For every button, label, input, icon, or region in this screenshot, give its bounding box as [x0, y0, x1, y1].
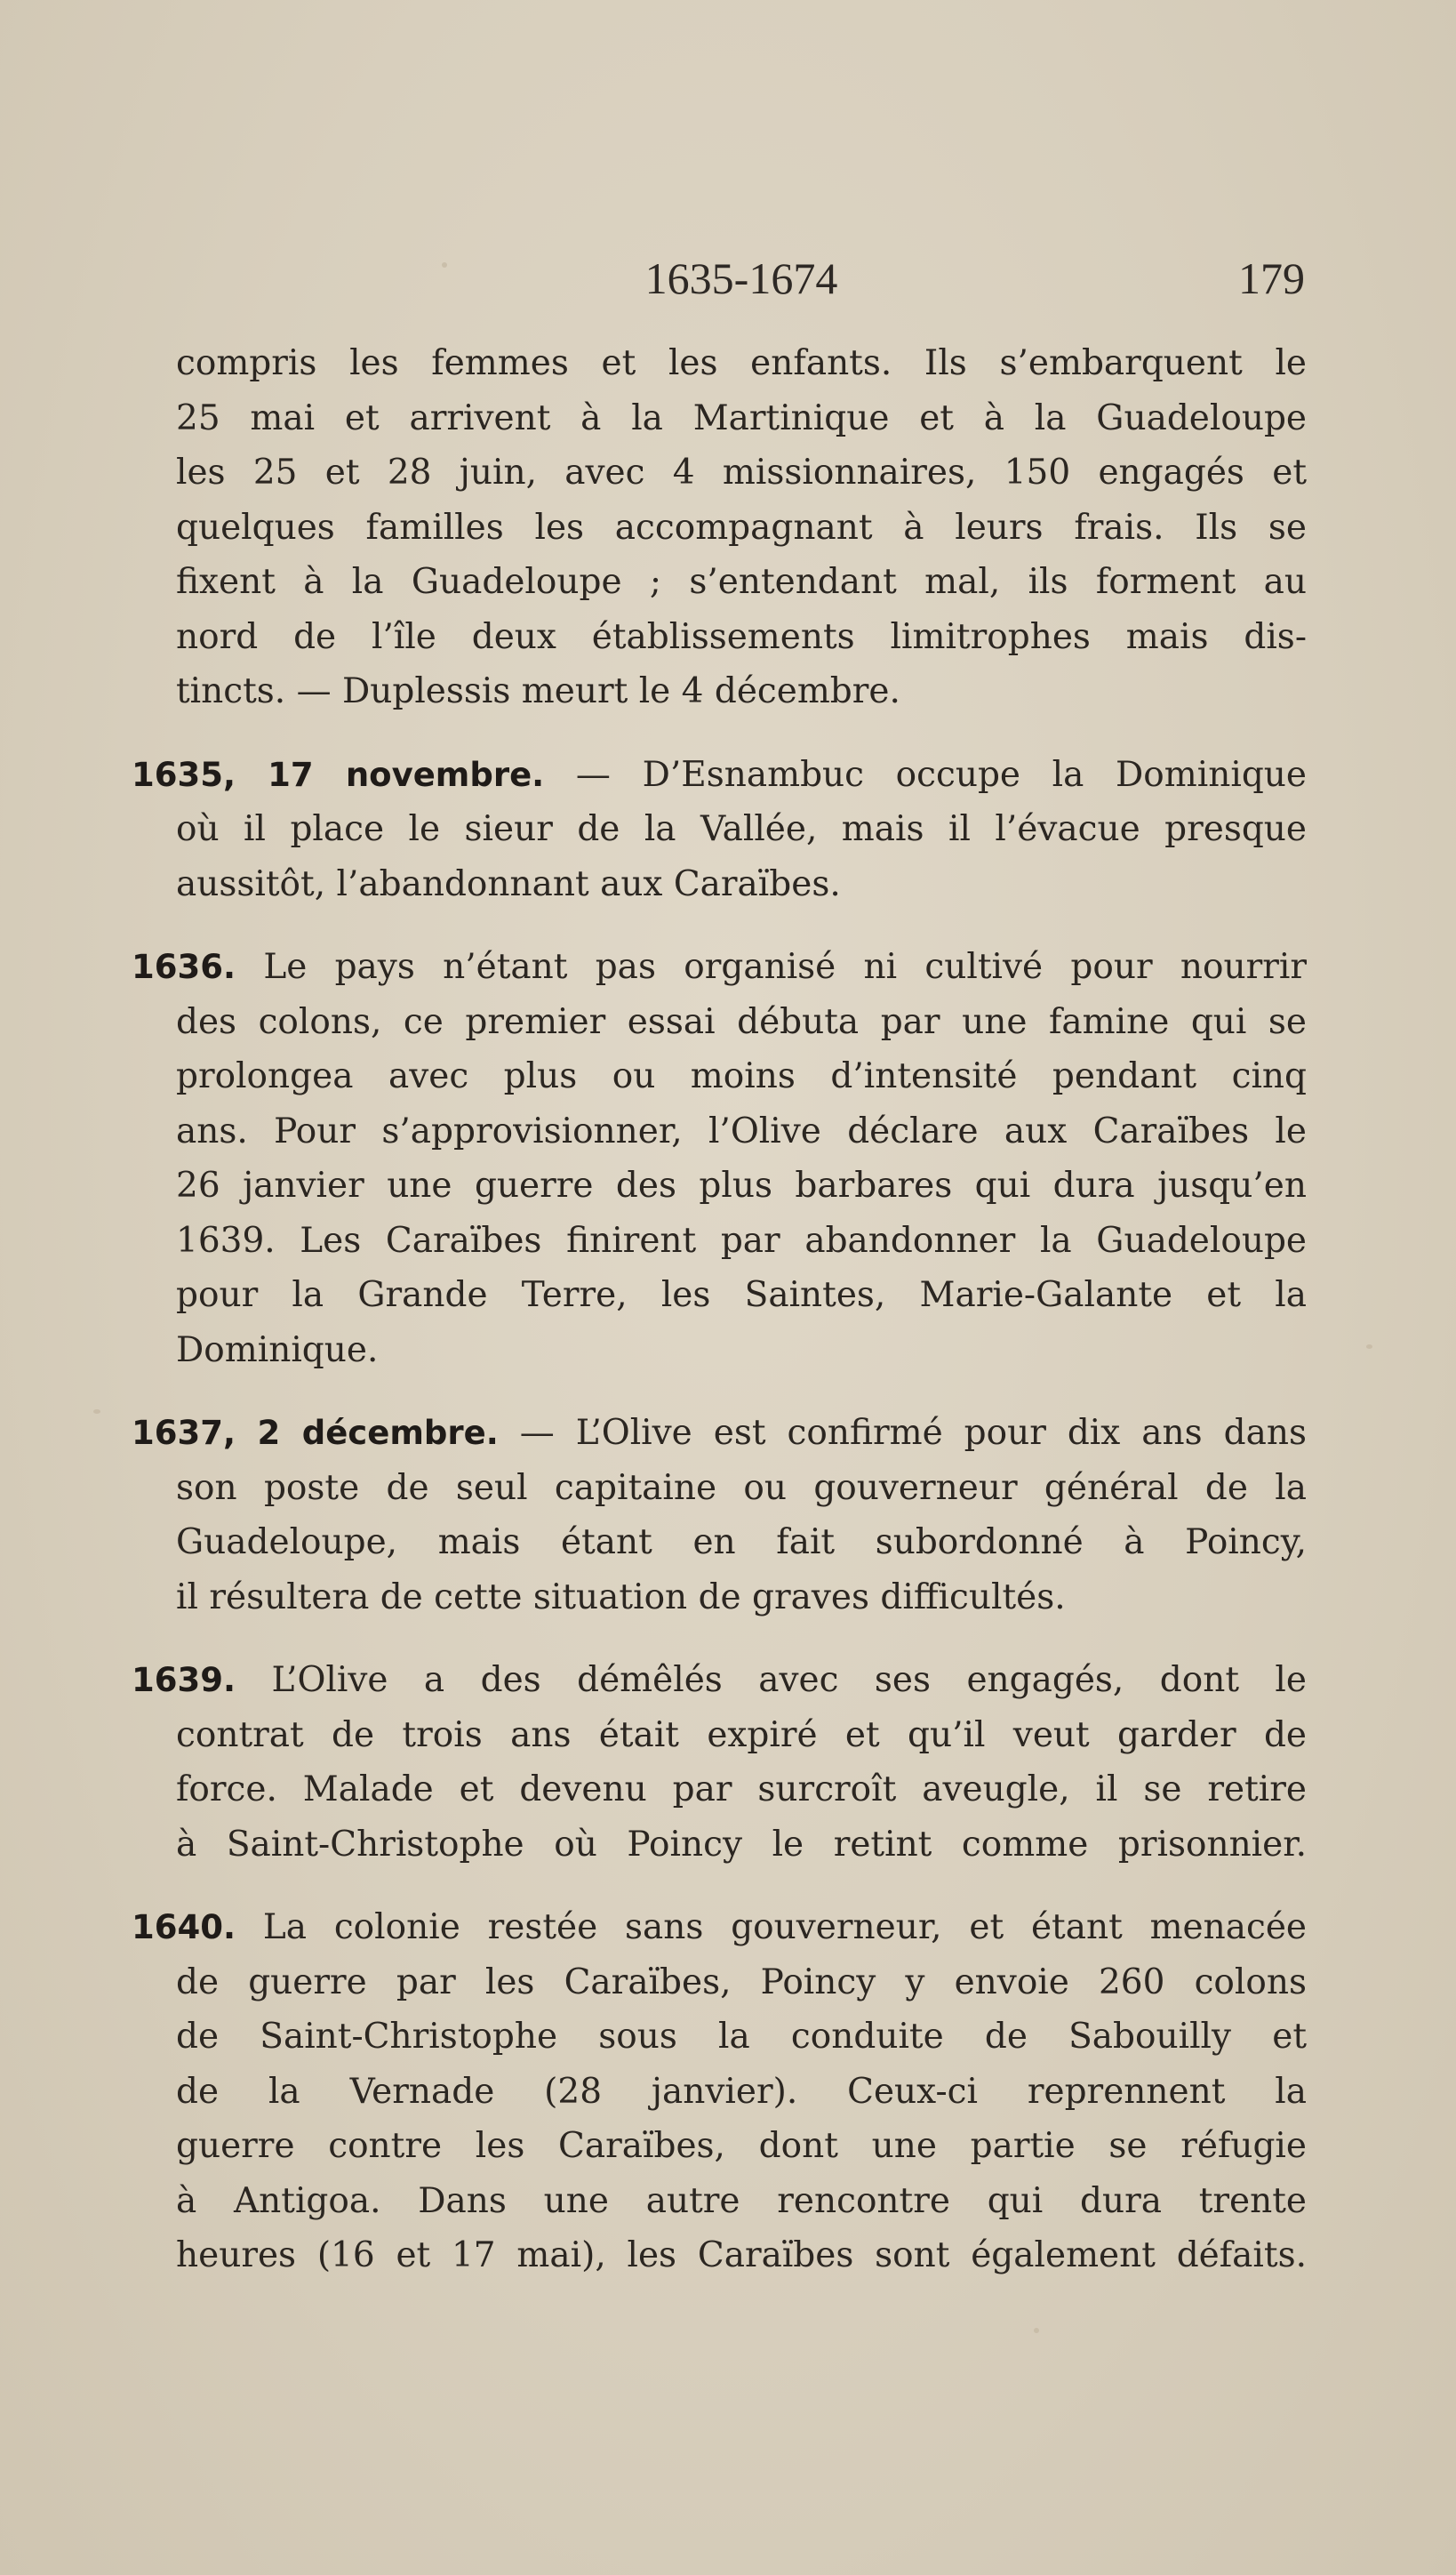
running-head-title: 1635-1674 [644, 253, 838, 303]
text-line: les 25 et 28 juin, avec 4 missionnaires, 150 engagés et [176, 453, 1307, 493]
entry-text: L’Olive a des démêlés avec ses engagés, dont le [271, 1660, 1307, 1700]
chronology-entry-1637 [132, 1406, 1307, 1624]
text-line: où il place le sieur de la Vallée, mais il l’évacue presque [176, 809, 1307, 849]
text-line: à Antigoa. Dans une autre rencontre qui dura trente [176, 2180, 1307, 2221]
text-line: nord de l’île deux établissements limitrophes mais dis- [176, 616, 1307, 657]
text-line: à Saint-Christophe où Poincy le retint comme prisonnier. [176, 1824, 1307, 1865]
text-line: fixent à la Guadeloupe ; s’entendant mal, ils forment au [176, 562, 1307, 602]
entry-date: 1635, 17 novembre. [132, 755, 545, 794]
entry-date: 1639. [132, 1661, 236, 1699]
entry-first-line [132, 940, 1307, 995]
paper-speck [442, 262, 447, 268]
text-line: de la Vernade (28 janvier). Ceux-ci reprennent la [176, 2071, 1307, 2112]
text-line: des colons, ce premier essai débuta par une famine qui se [176, 1001, 1307, 1042]
entry-text: — D’Esnambuc occupe la Dominique [575, 754, 1307, 795]
text-line: pour la Grande Terre, les Saintes, Marie-Galante et la [176, 1275, 1307, 1315]
entry-text: La colonie restée sans gouverneur, et étant menacée [262, 1907, 1307, 1947]
text-line: 25 mai et arrivent à la Martinique et à la Guadeloupe [176, 397, 1307, 438]
text-line: de Saint-Christophe sous la conduite de Sabouilly et [176, 2017, 1307, 2057]
text-line: 1639. Les Caraïbes finirent par abandonner la Guadeloupe [176, 1220, 1307, 1261]
continuation-paragraph [176, 336, 1307, 719]
text-line: Dominique. [176, 1329, 379, 1370]
page-number: 179 [1238, 253, 1305, 303]
running-head [178, 247, 1305, 309]
entry-first-line [132, 1406, 1307, 1461]
paper-speck [1366, 1344, 1372, 1349]
text-line: tincts. — Duplessis meurt le 4 décembre. [176, 671, 900, 711]
text-line: compris les femmes et les enfants. Ils s’embarquent le [176, 343, 1307, 383]
entry-date: 1636. [132, 948, 236, 986]
entry-first-line [132, 1900, 1307, 1955]
entry-first-line [132, 1653, 1307, 1708]
text-line: aussitôt, l’abandonnant aux Caraïbes. [176, 863, 841, 904]
text-line: ans. Pour s’approvisionner, l’Olive déclare aux Caraïbes le [176, 1111, 1307, 1151]
text-line: Guadeloupe, mais étant en fait subordonné à Poincy, [176, 1522, 1307, 1562]
chronology-entry-1636 [132, 940, 1307, 1377]
text-line: 26 janvier une guerre des plus barbares qui dura jusqu’en [176, 1166, 1307, 1206]
text-line: force. Malade et devenu par surcroît aveugle, il se retire [176, 1769, 1307, 1809]
paper-speck [93, 1409, 100, 1414]
paper-speck [1034, 2328, 1039, 2333]
entry-first-line [132, 748, 1307, 803]
text-line: prolongea avec plus ou moins d’intensité pendant cinq [176, 1056, 1307, 1096]
entry-date: 1640. [132, 1908, 236, 1946]
chronology-entry-1640 [132, 1900, 1307, 2283]
text-line: de guerre par les Caraïbes, Poincy y envoie 260 colons [176, 1961, 1307, 2002]
text-line: il résultera de cette situation de graves difficultés. [176, 1576, 1066, 1617]
chronology-entry-1635 [132, 748, 1307, 912]
entry-text: Le pays n’étant pas organisé ni cultivé pour nourrir [263, 947, 1307, 987]
entry-date: 1637, 2 décembre. [132, 1414, 499, 1452]
text-line: guerre contre les Caraïbes, dont une partie se réfugie [176, 2126, 1307, 2166]
text-block [132, 336, 1307, 2283]
text-line: heures (16 et 17 mai), les Caraïbes sont également défaits. [176, 2235, 1307, 2275]
entry-text: — L’Olive est confirmé pour dix ans dans [519, 1413, 1307, 1453]
text-line: contrat de trois ans était expiré et qu’il veut garder de [176, 1714, 1307, 1755]
text-line: son poste de seul capitaine ou gouverneur général de la [176, 1467, 1307, 1508]
chronology-entry-1639 [132, 1653, 1307, 1872]
text-line: quelques familles les accompagnant à leurs frais. Ils se [176, 507, 1307, 548]
